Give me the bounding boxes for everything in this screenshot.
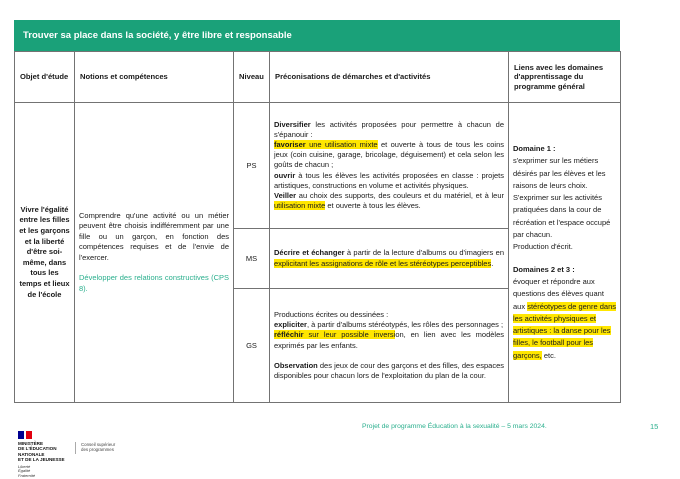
- text-segment: des jeux de cour des garçons et des filles, des espaces disponibles pour chacun lors de l'exploitation du plan de la cour.: [274, 360, 504, 380]
- csp-label-line: des programmes: [81, 447, 114, 453]
- preconisations-cell-ms: [270, 229, 509, 289]
- paragraph: [274, 320, 504, 330]
- niveau-cell-gs: GS: [234, 289, 270, 403]
- paragraph: [274, 191, 504, 211]
- ministry-name-line: MINISTÈRE: [18, 441, 44, 446]
- text-segment: stéréotypes de genre dans les activités physiques et artistiques : la danse pour les filles, le football pour les garçons,: [513, 301, 616, 360]
- text-segment: ouvrir: [274, 170, 296, 180]
- paragraph: [513, 264, 616, 276]
- text-segment: etc.: [541, 350, 556, 360]
- text-segment: et ouverte à tous les élèves.: [325, 201, 421, 211]
- notions-competences-cell: [75, 103, 234, 403]
- col-header-niveau: Niveau: [234, 52, 270, 103]
- text-segment: on, en lien avec les modèles exprimés par les enfants.: [274, 330, 505, 350]
- col-header-notions: Notions et compétences: [75, 52, 234, 103]
- text-segment: une utilisation mixte: [309, 139, 378, 149]
- ministry-logo: [18, 431, 115, 479]
- ministry-name-line: NATIONALE: [18, 451, 45, 457]
- col-header-preconisations: Préconisations de démarches et d'activités: [270, 52, 509, 103]
- text-segment: Productions écrites ou dessinées :: [274, 309, 389, 319]
- text-segment: s'exprimer sur les métiers désirés par les élèves et les raisons de leurs choix.: [513, 156, 606, 190]
- paragraph: [513, 276, 616, 362]
- liens-domaines-cell: [509, 103, 621, 403]
- republic-motto: [18, 465, 75, 479]
- col-header-liens: Liens avec les domaines d'apprentissage du programme général: [509, 52, 621, 103]
- table-row-ps: [15, 103, 621, 229]
- text-segment: Veiller: [274, 191, 297, 200]
- objet-etude-cell: Vivre l'égalité entre les filles et les garçons et la liberté d'être soi-même, dans tous les temps et lieux de l'école: [15, 103, 75, 403]
- text-segment: Développer des relations constructives (CPS 8).: [79, 273, 229, 293]
- text-segment: Décrire et échanger: [274, 248, 345, 258]
- section-title-bar: [14, 20, 620, 51]
- section-title: Trouver sa place dans la société, y être libre et responsable: [23, 30, 292, 41]
- text-segment: Diversifier: [274, 119, 311, 129]
- text-segment: utilisation mixte: [274, 201, 326, 211]
- text-segment: , à partir d'albums stéréotypés, les rôles des personnages ;: [306, 320, 504, 330]
- text-segment: réfléchir: [274, 330, 304, 340]
- ministry-logo-left: [18, 431, 75, 479]
- preconisations-cell-gs: [270, 289, 509, 403]
- text-segment: expliciter: [274, 320, 307, 330]
- text-segment: évoquer et répondre aux questions des élèves quant aux: [513, 276, 604, 311]
- paragraph: [513, 143, 616, 155]
- text-segment: Domaine 1 :: [513, 143, 556, 153]
- program-table: [14, 51, 621, 403]
- paragraph: [274, 361, 504, 381]
- csp-label-line: Conseil supérieur: [81, 442, 116, 447]
- text-segment: .: [491, 258, 494, 268]
- text-segment: Observation: [274, 360, 318, 370]
- text-segment: favoriser: [274, 139, 310, 149]
- motto-line: Égalité: [18, 468, 31, 474]
- text-segment: et ouverte à tous de tous les coins jeux (coin cuisine, garage, bricolage, déguisement) et cela selon les goûts de chacun ;: [274, 139, 504, 170]
- text-segment: sur leur possible inversi: [303, 330, 396, 340]
- page-number: 15: [650, 422, 659, 431]
- ministry-name-line: ET DE LA JEUNESSE: [18, 457, 65, 463]
- table-header-row: [15, 52, 621, 103]
- paragraph: [274, 140, 504, 171]
- text-segment: à partir de la lecture d'albums ou d'imagiers en: [344, 248, 504, 258]
- paragraph: [274, 310, 504, 320]
- niveau-cell-ms: MS: [234, 229, 270, 289]
- paragraph: [79, 211, 229, 263]
- motto-line: Liberté: [18, 463, 31, 469]
- preconisations-cell-ps: [270, 103, 509, 229]
- paragraph: [274, 330, 504, 350]
- col-header-objet-etude: Objet d'étude: [15, 52, 75, 103]
- flag-red-stripe: [26, 431, 32, 439]
- paragraph: [513, 192, 616, 241]
- text-segment: les activités proposées pour permettre à chacun de s'épanouir :: [274, 119, 504, 139]
- text-segment: explicitant les assignations de rôle et les stéréotypes perceptibles: [274, 258, 492, 268]
- paragraph: [274, 171, 504, 191]
- csp-label: [75, 442, 115, 454]
- ministry-name-line: DE L'ÉDUCATION: [18, 446, 57, 452]
- paragraph: [79, 273, 229, 294]
- text-segment: Production d'écrit.: [513, 242, 573, 252]
- text-segment: Comprendre qu'une activité ou un métier peuvent être choisis indifféremment par une fille ou un garçon, en fonction des compétences requises et de l'envie de l'exercer.: [79, 211, 229, 262]
- text-segment: Domaines 2 et 3 :: [513, 264, 575, 274]
- paragraph: [513, 155, 616, 192]
- paragraph: [513, 241, 616, 253]
- paragraph: [274, 120, 504, 140]
- text-segment: S'exprimer sur les activités pratiquées dans la cour de récréation et l'espace occupé par chacun.: [513, 193, 611, 240]
- text-segment: au choix des supports, des couleurs et du matériel, et à leur: [296, 191, 504, 200]
- paragraph: [274, 248, 504, 268]
- text-segment: à tous les élèves les activités proposées en classe : projets artistiques, constructions en volume et activités physiques.: [274, 170, 504, 190]
- ministry-name: [18, 441, 75, 463]
- motto-line: Fraternité: [18, 473, 36, 479]
- footer-doc-label: Projet de programme Éducation à la sexualité – 5 mars 2024.: [362, 423, 547, 430]
- niveau-cell-ps: PS: [234, 103, 270, 229]
- french-flag-icon: [18, 431, 32, 439]
